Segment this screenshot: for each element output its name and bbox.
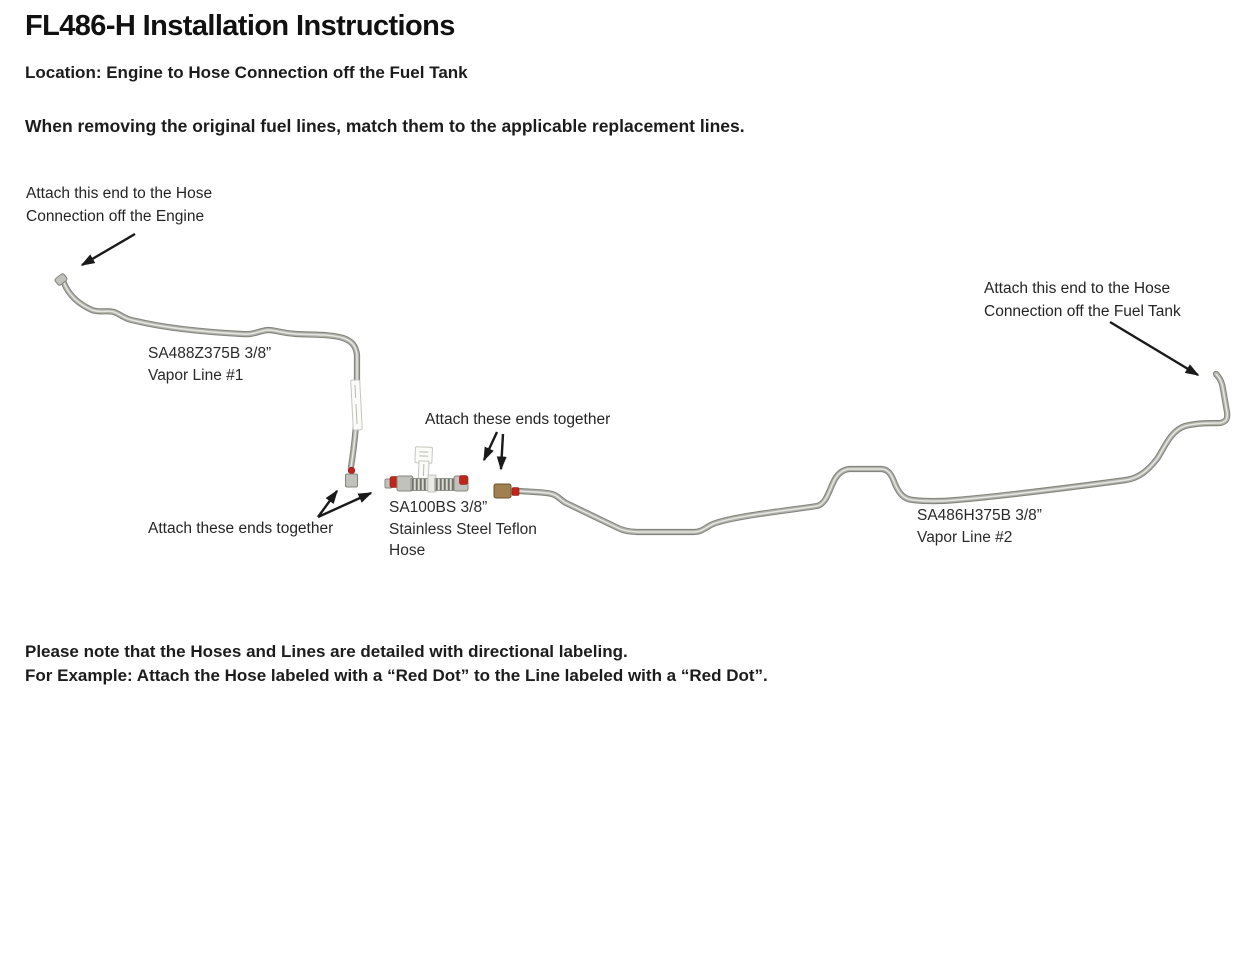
hose-right-red-band [460, 476, 468, 485]
vapor-line-2 [494, 374, 1227, 532]
callout-fuel-tank-end [984, 278, 1181, 323]
vapor-line-2-hose-end-fitting [494, 484, 511, 498]
note-line-2: For Example: Attach the Hose labeled with a “Red Dot” to the Line labeled with a “Red Dot”. [25, 665, 768, 685]
vapor-line-1-red-dot [348, 467, 355, 474]
arrow-join-top-to-hose [484, 432, 497, 460]
callout-fuel-tank-end-line2: Connection off the Fuel Tank [984, 302, 1181, 320]
vapor-line-1-part-number: SA488Z375B 3/8” [148, 345, 272, 362]
vapor-line-1-hose-end-fitting [346, 474, 358, 487]
directional-labeling-note [25, 640, 768, 687]
arrow-fuel-tank-end [1110, 322, 1198, 375]
arrow-join-top-to-line2 [501, 434, 503, 469]
callout-fuel-tank-end-line1: Attach this end to the Hose [984, 280, 1171, 297]
vapor-line-2-part-number: SA486H375B 3/8” [917, 507, 1042, 524]
label-vapor-line-1 [148, 343, 271, 386]
label-vapor-line-2 [917, 505, 1042, 548]
callout-engine-end-line2: Connection off the Engine [26, 207, 205, 225]
hose-braid-left [411, 479, 429, 491]
callout-engine-end-line1: Attach this end to the Hose [26, 185, 213, 202]
callout-join-top: Attach these ends together [425, 411, 611, 428]
hose-braid-right [435, 479, 455, 491]
vapor-line-1-name: Vapor Line #1 [148, 366, 244, 384]
instruction-line: When removing the original fuel lines, match them to the applicable replacement lines. [25, 116, 745, 136]
note-line-1: Please note that the Hoses and Lines are detailed with directional labeling. [25, 642, 628, 661]
hose-part-number: SA100BS 3/8” [389, 499, 488, 516]
vapor-line-2-name: Vapor Line #2 [917, 528, 1013, 546]
vapor-line-2-red-band [512, 488, 519, 496]
label-teflon-hose [389, 497, 537, 562]
page-title: FL486-H Installation Instructions [25, 10, 455, 42]
teflon-hose [385, 447, 468, 492]
callout-engine-end [26, 183, 212, 228]
hose-name-line1: Stainless Steel Teflon [389, 520, 537, 538]
callout-join-left: Attach these ends together [148, 520, 334, 537]
hose-name-line2: Hose [389, 542, 426, 559]
location-line: Location: Engine to Hose Connection off the Fuel Tank [25, 63, 468, 82]
hose-paper-tag [414, 447, 432, 480]
arrow-engine-end [82, 234, 135, 265]
vapor-line-1-label-tag [351, 380, 363, 430]
